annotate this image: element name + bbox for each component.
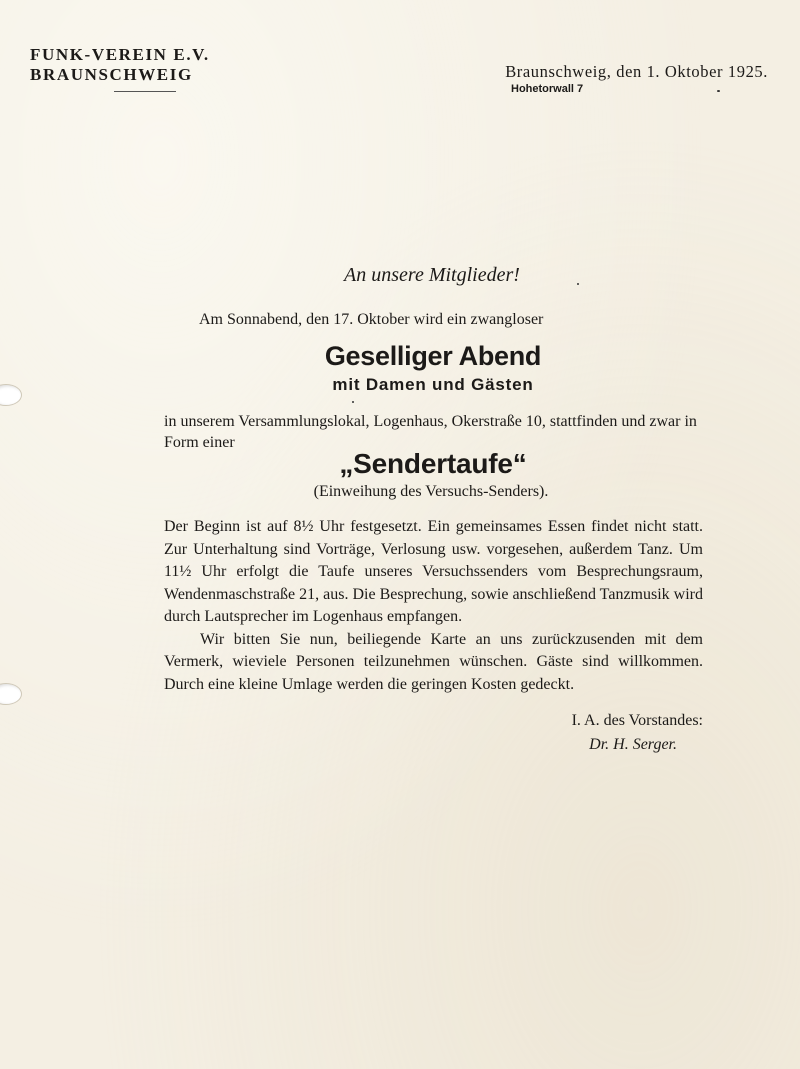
org-name: FUNK-VEREIN E.V. — [30, 45, 210, 64]
letterhead-rule — [114, 91, 176, 92]
paper-speck — [352, 401, 354, 403]
org-city: BRAUNSCHWEIG — [30, 65, 193, 84]
paragraph-schedule: Der Beginn ist auf 8½ Uhr festgesetzt. Ein gemeinsames Essen findet nicht statt. Zur Unterhaltung sind Vorträge, Verlosung usw. vorgesehen, außerdem Tanz. Um 11½ Uhr erfolgt die Taufe unseres Versuchssenders vom Besprechungsraum, Wendenmaschstraße 21, aus. Die Besprechung, sowie anschließend Tanzmusik wird durch Lautsprecher im Logenhaus empfangen. — [164, 518, 703, 625]
heading-sub: mit Damen und Gästen — [332, 375, 534, 394]
event-title: „Sendertaufe“ — [339, 448, 527, 479]
paragraph-rsvp: Wir bitten Sie nun, beiliegende Karte an uns zurückzusenden mit dem Vermerk, wieviele Personen teilzunehmen wünschen. Gäste sind willkommen. Durch eine kleine Umlage werden die geringen Kosten gedeckt. — [164, 630, 703, 693]
event-subtitle: (Einweihung des Versuchs-Senders). — [313, 483, 549, 500]
punch-hole-bottom — [0, 683, 22, 705]
signature-name: Dr. H. Serger. — [589, 736, 677, 753]
address: Hohetorwall 7 — [511, 83, 584, 95]
heading-main: Geselliger Abend — [324, 341, 542, 371]
dateline: Braunschweig, den 1. Oktober 1925. — [505, 62, 768, 81]
intro-text: Am Sonnabend, den 17. Oktober wird ein zwangloser — [199, 311, 544, 328]
paper-speck — [577, 283, 579, 285]
signature-role: I. A. des Vorstandes: — [571, 712, 703, 729]
letterhead — [30, 45, 210, 85]
venue-text: in unserem Versammlungslokal, Logenhaus, Okerstraße 10, stattfinden und zwar in Form einer — [164, 413, 697, 451]
paper-speck — [717, 90, 720, 92]
body-text — [164, 516, 703, 696]
salutation: An unsere Mitglieder! — [344, 264, 520, 286]
